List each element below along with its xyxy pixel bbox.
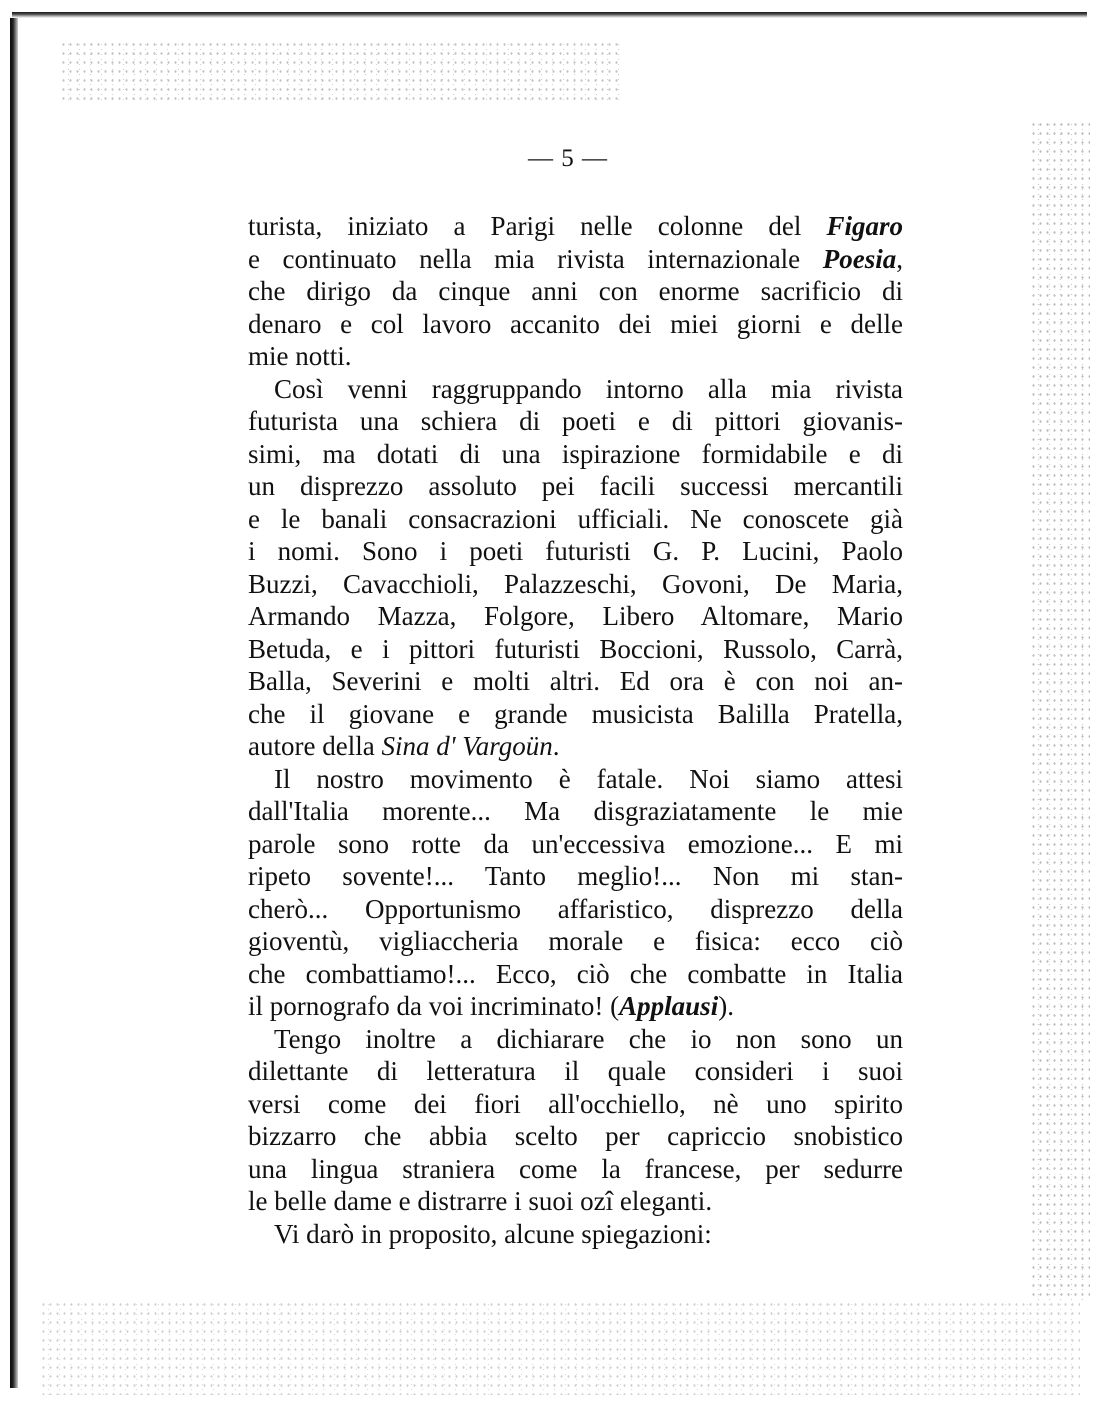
emphasized-text: Poesia [822,243,897,274]
text-line [248,210,903,243]
text-line [248,308,903,341]
text-segment: , [896,243,903,274]
text-segment: una lingua straniera come la francese, per sedurre [248,1153,903,1184]
text-segment: Il nostro movimento è fatale. Noi siamo attesi [274,763,903,794]
text-line [248,730,903,763]
text-segment: le belle dame e distrarre i suoi ozî eleganti. [248,1186,713,1216]
text-segment: Buzzi, Cavacchioli, Palazzeschi, Govoni, De Maria, [248,568,903,599]
text-line [248,860,903,893]
text-line [248,698,903,731]
text-line [248,1055,903,1088]
text-segment: cherò... Opportunismo affaristico, disprezzo della [248,893,903,924]
text-segment: futurista una schiera di poeti e di pittori giovanis- [248,406,903,436]
text-line [248,600,903,633]
text-segment: che il giovane e grande musicista Balilla Pratella, [248,698,903,729]
text-line [248,633,903,666]
text-segment: che combattiamo!... Ecco, ciò che combatte in Italia [248,958,903,989]
text-line [248,470,903,503]
text-segment: bizzarro che abbia scelto per capriccio snobistico [248,1121,903,1151]
text-line [248,958,903,991]
text-segment: Armando Mazza, Folgore, Libero Altomare, Mario [248,601,903,631]
text-line [248,568,903,601]
text-line [248,795,903,828]
text-segment: Tengo inoltre a dichiarare che io non sono un [274,1023,903,1054]
text-segment: ripeto sovente!... Tanto meglio!... Non mi stan- [248,861,903,891]
text-line [248,275,903,308]
scan-noise-bottom [40,1300,1080,1395]
text-line [248,893,903,926]
text-line [248,763,903,796]
text-line [248,1120,903,1153]
page-number: — 5 — [528,145,608,172]
scan-binding-edge [10,18,18,1388]
text-segment: . [552,731,560,761]
text-line [248,1185,903,1218]
text-segment: il pornografo da voi incriminato! ( [248,991,620,1021]
text-line [248,1218,903,1251]
emphasized-text: Applausi [619,991,719,1021]
emphasized-text: Sina d' Vargoün [381,731,553,761]
emphasized-text: Figaro [826,211,903,241]
text-segment: simi, ma dotati di una ispirazione formidabile e di [248,438,903,469]
text-line [248,535,903,568]
text-line [248,373,903,406]
text-segment: che dirigo da cinque anni con enorme sacrificio di [248,276,903,306]
text-line [248,340,903,373]
text-line [248,1088,903,1121]
text-segment: Così venni raggruppando intorno alla mia rivista [274,373,903,404]
text-segment: e continuato nella mia rivista internazionale [248,243,823,274]
scan-top-edge [12,12,1087,18]
scan-noise-right [1030,120,1090,1300]
text-line [248,828,903,861]
text-segment: denaro e col lavoro accanito dei miei giorni e delle [248,308,903,339]
body-text [248,210,903,1250]
scan-noise-top [60,40,620,100]
text-segment: Betuda, e i pittori futuristi Boccioni, Russolo, Carrà, [248,633,903,664]
text-segment: gioventù, vigliaccheria morale e fisica: ecco ciò [248,926,903,956]
text-segment: dilettante di letteratura il quale consideri i suoi [248,1056,903,1086]
text-segment: turista, iniziato a Parigi nelle colonne del [248,211,827,241]
text-line [248,925,903,958]
text-segment: parole sono rotte da un'eccessiva emozione... E mi [248,828,903,859]
text-segment: autore della [248,731,382,761]
text-line [248,1153,903,1186]
text-line [248,405,903,438]
text-line [248,503,903,536]
text-segment: mie notti. [248,341,352,371]
text-segment: Vi darò in proposito, alcune spiegazioni: [274,1218,712,1249]
text-segment: Balla, Severini e molti altri. Ed ora è con noi an- [248,666,903,696]
text-segment: dall'Italia morente... Ma disgraziatamente le mie [248,796,903,826]
text-line [248,1023,903,1056]
text-line [248,243,903,276]
text-line [248,438,903,471]
text-segment: e le banali consacrazioni ufficiali. Ne conoscete già [248,503,903,534]
text-segment: i nomi. Sono i poeti futuristi G. P. Lucini, Paolo [248,536,903,566]
text-line [248,990,903,1023]
text-segment: versi come dei fiori all'occhiello, nè uno spirito [248,1088,903,1119]
text-segment: ). [718,991,734,1021]
text-segment: un disprezzo assoluto pei facili successi mercantili [248,471,903,501]
text-line [248,665,903,698]
